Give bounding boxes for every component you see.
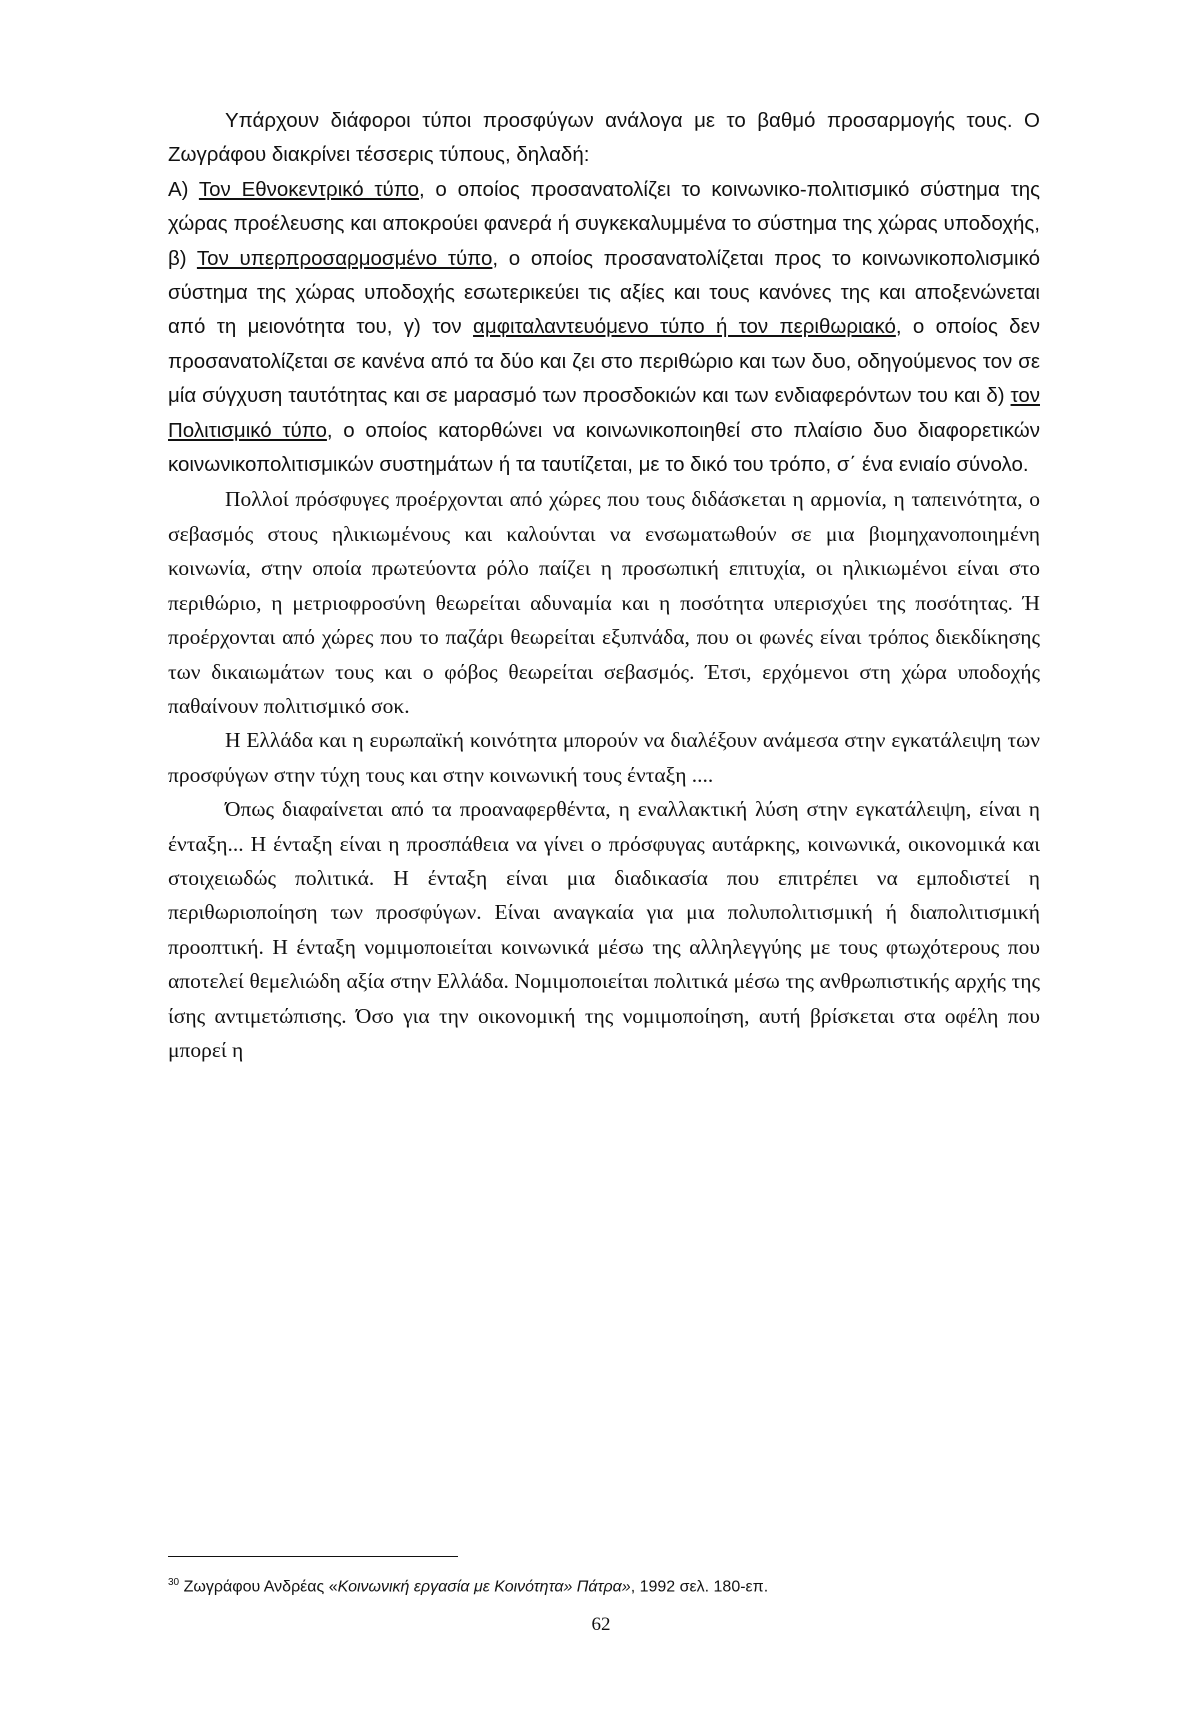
item-b-text: , ο οποίος προσανατολίζεται προς το κοινωνικοπολισμικό σύστημα της χώρας υποδοχής εσωτερικεύει τις αξίες και τους κανόνες της και αποξενώνεται από τη μειονότητα του, γ) τον bbox=[168, 246, 1040, 339]
term-ethnocentric: Τον Εθνοκεντρικό τύπο bbox=[198, 177, 419, 201]
footnote-divider bbox=[168, 1556, 458, 1557]
footnote-details: , 1992 σελ. 180-επ. bbox=[630, 1578, 769, 1596]
intro-text: Υπάρχουν διάφοροι τύποι προσφύγων ανάλογα με το βαθμό προσαρμογής τους. Ο Ζωγράφου διακρίνει τέσσερις τύπους, δηλαδή: bbox=[168, 109, 1040, 167]
item-a-label: Α) bbox=[168, 177, 199, 201]
paragraph-types-of-refugees bbox=[168, 104, 1040, 482]
footnote-title: Κοινωνική εργασία με Κοινότητα» Πάτρα» bbox=[337, 1578, 631, 1596]
item-c-text: , ο οποίος δεν προσανατολίζεται σε κανένα από τα δύο και ζει στο περιθώριο και των δυο, οδηγούμενος τον σε μία σύγχυση ταυτότητας και σε μαρασμό των προσδοκιών και των ενδιαφερόντων του και δ) bbox=[168, 315, 1040, 408]
footnote-author: Ζωγράφου Ανδρέας « bbox=[179, 1578, 338, 1596]
term-cultural: τον Πολιτισμικό τύπο bbox=[168, 384, 1040, 442]
paragraph-culture-shock: Πολλοί πρόσφυγες προέρχονται από χώρες που τους διδάσκεται η αρμονία, η ταπεινότητα, ο σεβασμός στους ηλικιωμένους και καλούνται να ενσωματωθούν σε μια βιομηχανοποιημένη κοινωνία, στην οποία πρωτεύοντα ρόλο παίζει η προσωπική επιτυχία, οι ηλικιωμένοι είναι στο περιθώριο, η μετριοφροσύνη θεωρείται αδυναμία και η ποσότητα υπερισχύει της ποσότητας. Ή προέρχονται από χώρες που το παζάρι θεωρείται εξυπνάδα, που οι φωνές είναι τρόπος διεκδίκησης των δικαιωμάτων τους και ο φόβος θεωρείται σεβασμός. Έτσι, ερχόμενοι στη χώρα υποδοχής παθαίνουν πολιτισμικό σοκ. bbox=[168, 487, 1040, 718]
term-overadapted: Τον υπερπροσαρμοσμένο τύπο bbox=[196, 246, 493, 270]
item-d-text: , ο οποίος κατορθώνει να κοινωνικοποιηθεί στο πλαίσιο δυο διαφορετικών κοινωνικοπολιτισμικών συστημάτων ή τα ταυτίζεται, με το δικό του τρόπο, σ΄ ένα ενιαίο σύνολο. bbox=[168, 418, 1040, 477]
term-marginal: αμφιταλαντευόμενο τύπο ή τον περιθωριακό bbox=[473, 315, 896, 339]
footnote-number: 30 bbox=[168, 1577, 180, 1588]
body-text bbox=[168, 104, 1040, 1067]
paragraph-greece-eu: Η Ελλάδα και η ευρωπαϊκή κοινότητα μπορούν να διαλέξουν ανάμεσα στην εγκατάλειψη των προσφύγων στην τύχη τους και στην κοινωνική τους ένταξη .... bbox=[168, 728, 1040, 787]
footnote bbox=[168, 1572, 1048, 1598]
item-a-text: , ο οποίος προσανατολίζει το κοινωνικο-πολιτισμικό σύστημα της χώρας προέλευσης και αποκρούει φανερά ή συγκεκαλυμμένα το σύστημα της χώρας υποδοχής, β) bbox=[168, 177, 1040, 270]
paragraph-integration: Όπως διαφαίνεται από τα προαναφερθέντα, η εναλλακτική λύση στην εγκατάλειψη, είναι η ένταξη... Η ένταξη είναι η προσπάθεια να γίνει ο πρόσφυγας αυτάρκης, κοινωνικά, οικονομικά και στοιχειωδώς πολιτικά. Η ένταξη είναι μια διαδικασία που επιτρέπει να εμποδιστεί η περιθωριοποίηση των προσφύγων. Είναι αναγκαία για μια πολυπολιτισμική ή διαπολιτισμική προοπτική. Η ένταξη νομιμοποιείται κοινωνικά μέσω της αλληλεγγύης με τους φτωχότερους που αποτελεί θεμελιώδη αξία στην Ελλάδα. Νομιμοποιείται πολιτικά μέσω της ανθρωπιστικής αρχής της ίσης αντιμετώπισης. Όσο για την οικονομική της νομιμοποίηση, αυτή βρίσκεται στα οφέλη που μπορεί η bbox=[168, 797, 1040, 1062]
page-number: 62 bbox=[591, 1614, 611, 1635]
